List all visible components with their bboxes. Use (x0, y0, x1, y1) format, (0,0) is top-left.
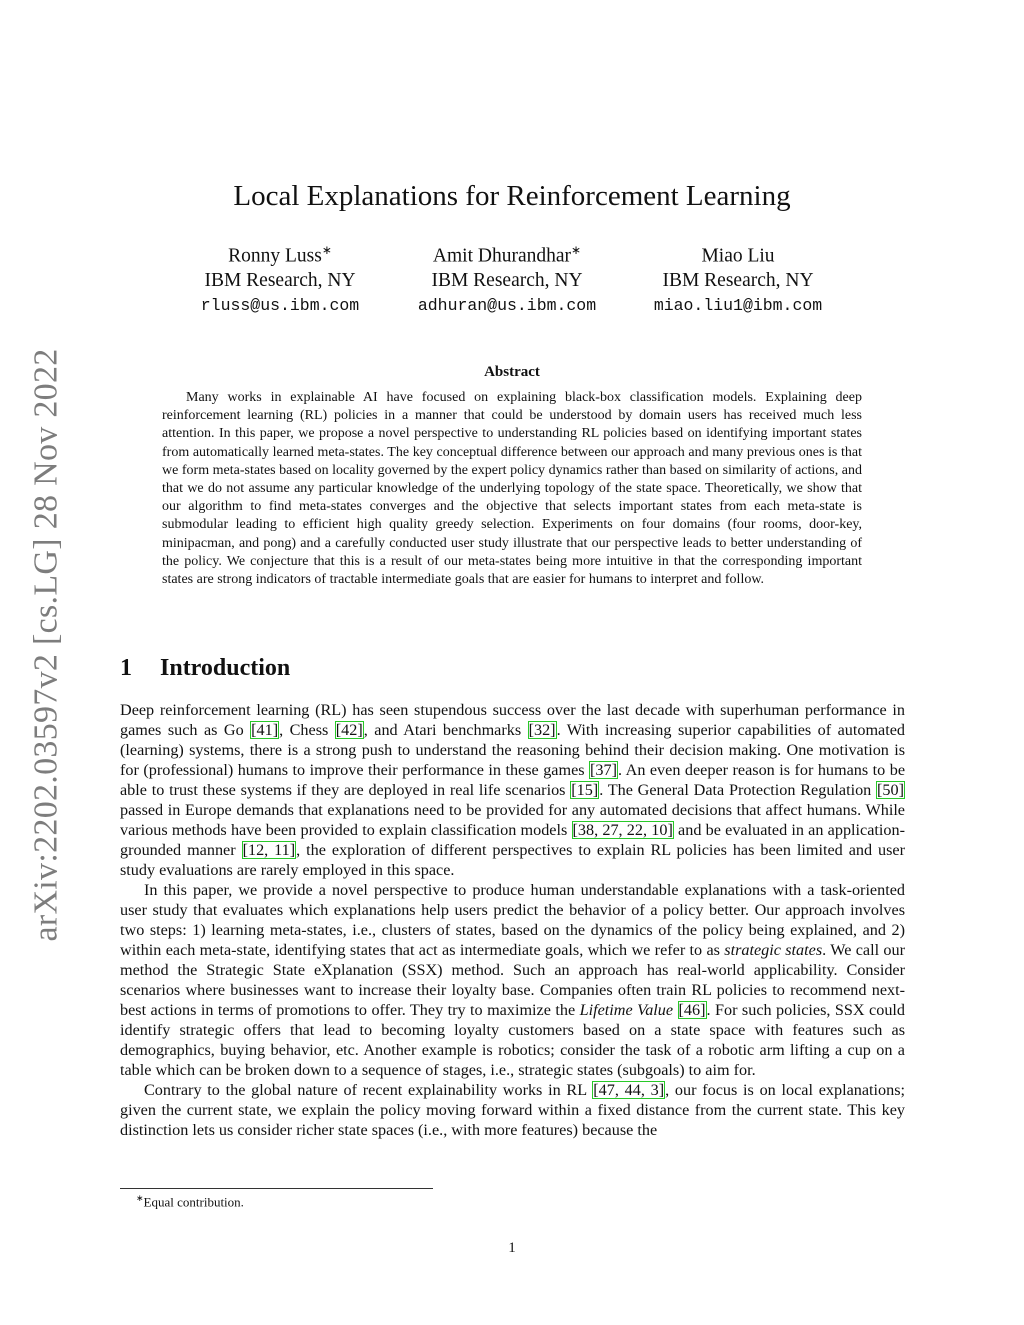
citation-link[interactable]: [41] (251, 721, 279, 739)
author-affiliation: IBM Research, NY (431, 269, 583, 291)
footnote: ∗Equal contribution. (136, 1193, 244, 1210)
citation-link[interactable]: [42] (335, 721, 363, 739)
citation-link[interactable]: [37] (590, 761, 617, 779)
author-email[interactable]: adhuran@us.ibm.com (417, 295, 597, 315)
citation-link[interactable]: [46] (678, 1001, 706, 1019)
section-heading (120, 655, 290, 682)
author-name: Ronny Luss∗ (228, 243, 332, 267)
citation-link[interactable]: [15] (571, 781, 599, 799)
intro-paragraph-2: In this paper, we provide a novel perspective to produce human understandable explanations with a task-oriented user study that evaluates which explanations help users predict the behavior of a policy better. Our approach involves two steps: 1) learning meta-states, i.e., clusters of states, based on the dynamics of the policy being explained, and 2) within each meta-state, identifying states that act as intermediate goals, which we refer to as strategic states. We call our method the Strategic State eXplanation (SSX) method. Such an approach has real-world applicability. Consider scenarios where businesses want to increase their loyalty base. Companies often train RL policies to recommend next-best actions in terms of promotions to offer. They try to maximize the Lifetime Value [46]. For such policies, SSX could identify strategic offers that lead to becoming loyalty customers based on a state space with features such as demographics, buying behavior, etc. Another example is robotics; consider the task of a robotic arm lifting a cup on a table which can be broken down to a sequence of stages, i.e., strategic states (subgoals) to aim for. (120, 881, 906, 1079)
author-block-1 (150, 238, 410, 319)
section-title: Introduction (160, 655, 291, 681)
intro-paragraph-3: Contrary to the global nature of recent explainability works in RL [47, 44, 3], our focus is on local explanations; given the current state, we explain the policy moving forward within a fixed distance from the current state. This key distinction lets us consider richer state spaces (i.e., with more features) because the (120, 1081, 906, 1139)
intro-body (120, 700, 905, 1140)
abstract-heading: Abstract (484, 364, 540, 380)
author-email[interactable]: miao.liu1@ibm.com (653, 295, 823, 315)
citation-link[interactable]: [12, 11] (242, 841, 296, 859)
page-number: 1 (508, 1240, 516, 1256)
footnote-rule (120, 1188, 433, 1189)
author-block-3 (608, 238, 868, 319)
paper-title: Local Explanations for Reinforcement Learning (233, 180, 791, 212)
author-affiliation: IBM Research, NY (662, 269, 814, 291)
abstract-text: Many works in explainable AI have focused on explaining black-box classification models. Explaining deep reinforcement learning (RL) policies in a manner that could be understood by domain users has received much less attention. In this paper, we propose a novel perspective to understanding RL policies based on identifying important states from automatically learned meta-states. The key conceptual difference between our approach and many previous ones is that we form meta-states based on locality governed by the expert policy dynamics rather than based on similarity of actions, and that we do not assume any particular knowledge of the underlying topology of the state space. Theoretically, we show that our algorithm to find meta-states converges and the objective that selects important states from each meta-state is submodular leading to efficient high quality greedy selection. Experiments on four domains (four rooms, door-key, minipacman, and pong) and a carefully conducted user study illustrate that our perspective leads to better understanding of the policy. We conjecture that this is a result of our meta-states being more intuitive in that the corresponding important states are strong indicators of tractable intermediate goals that are easier for humans to interpret and follow. (162, 390, 862, 588)
citation-link[interactable]: [32] (528, 721, 556, 739)
author-name: Amit Dhurandhar∗ (432, 243, 582, 267)
citation-link[interactable]: [50] (877, 781, 905, 799)
author-affiliation: IBM Research, NY (204, 269, 356, 291)
author-block-2 (377, 238, 637, 319)
author-email[interactable]: rluss@us.ibm.com (200, 295, 360, 315)
author-name: Miao Liu (701, 245, 775, 267)
arxiv-stamp-text: arXiv:2202.03597v2 [cs.LG] 28 Nov 2022 (28, 348, 66, 942)
citation-link[interactable]: [47, 44, 3] (593, 1081, 665, 1099)
intro-paragraph-1: Deep reinforcement learning (RL) has seen stupendous success over the last decade with superhuman performance in games such as Go [41], Chess [42], and Atari benchmarks [32]. With increasing superior capabilities of automated (learning) systems, there is a strong push to understand the reasoning behind their decision making. One motivation is for (professional) humans to improve their performance in these games [37]. An even deeper reason is for humans to be able to trust these systems if they are deployed in real life scenarios [15]. The General Data Protection Regulation [50] passed in Europe demands that explanations need to be provided for any automated decisions that affect humans. While various methods have been provided to explain classification models [38, 27, 22, 10] and be evaluated in an application-grounded manner [12, 11], the exploration of different perspectives to explain RL policies has been limited and user study evaluations are rarely employed in this space. (120, 701, 906, 879)
section-number: 1 (120, 655, 132, 681)
arxiv-sidebar-stamp (27, 350, 67, 940)
citation-link[interactable]: [38, 27, 22, 10] (572, 821, 673, 839)
